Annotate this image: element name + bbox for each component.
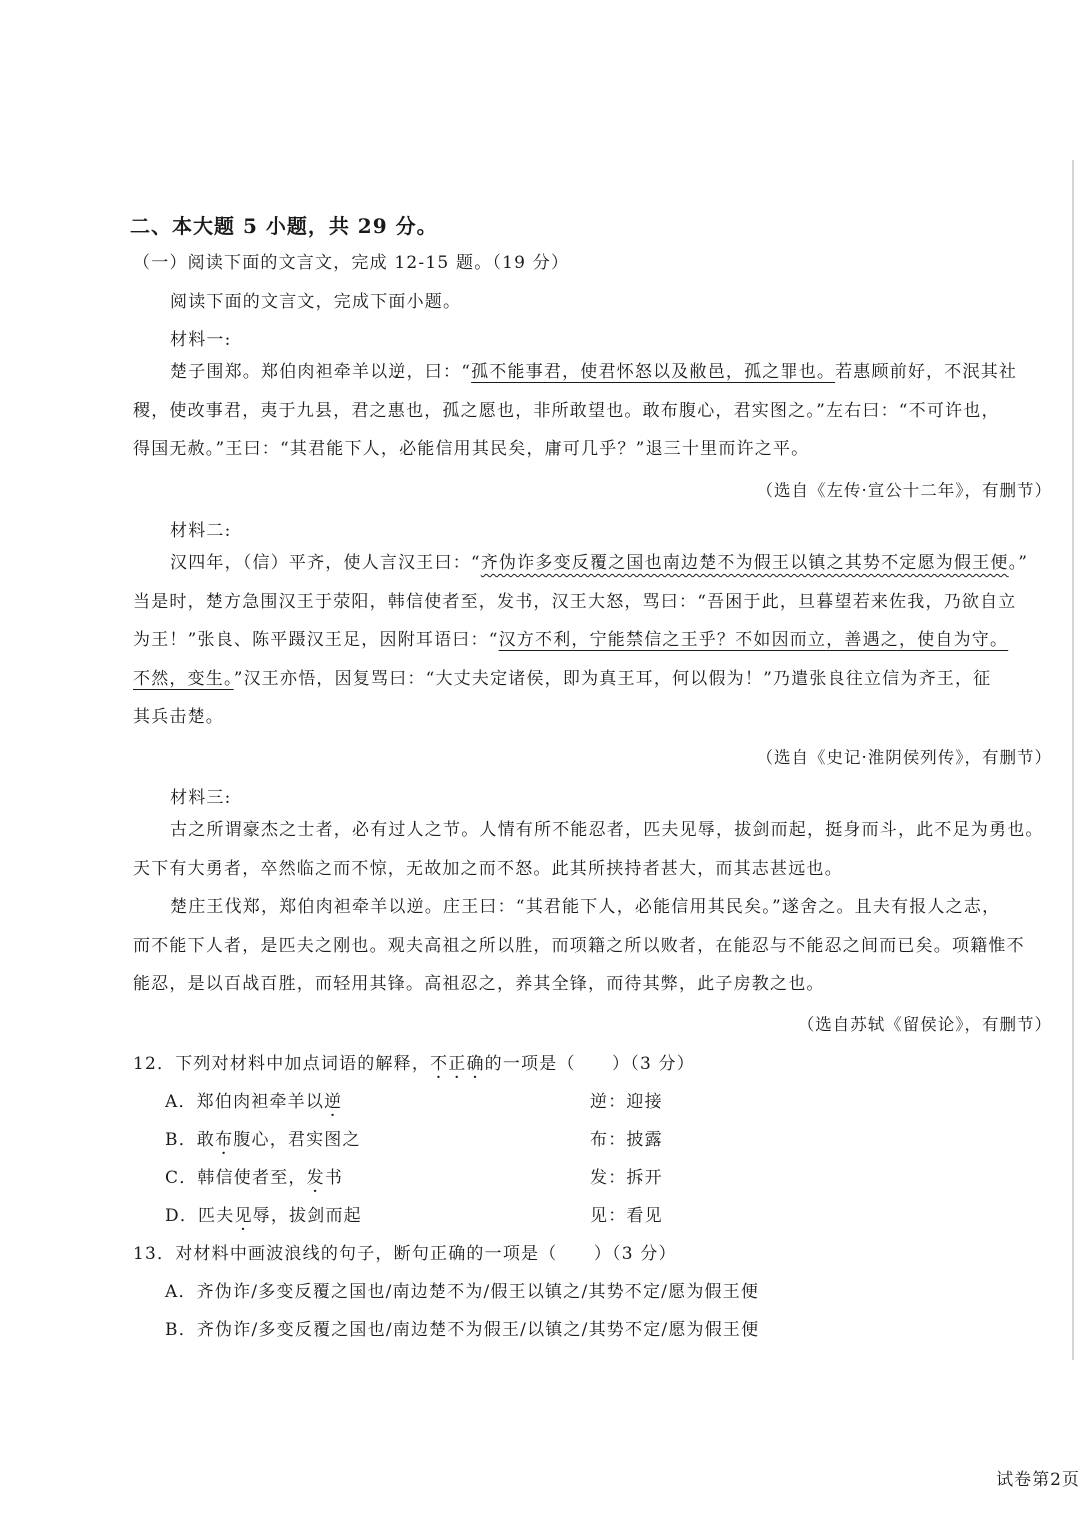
- underlined-sentence: 不然，变生。: [133, 668, 234, 689]
- wavy-underlined-sentence: 齐伪诈多变反覆之国也南边楚不为假王以镇之其势不定愿为假王便: [480, 553, 1009, 573]
- material-1-text: [133, 353, 1060, 469]
- text-segment: ”汉王亦悟，因复骂曰：“大丈夫定诸侯，即为真王耳，何以假为！”乃遣张良往立信为齐王，征: [233, 668, 992, 689]
- text-segment: 楚子围郑。郑伯肉袒牵羊以: [170, 362, 389, 382]
- question-12-option-a-gloss: 逆：迎接: [590, 1092, 663, 1112]
- material-3-text: [133, 811, 1060, 1004]
- text-line: 古之所谓豪杰之士者，必有过人之节。人情有所不能忍者，匹夫见辱，拔剑而起，挺身而斗，此不足为勇也。: [170, 820, 1044, 840]
- text-line: [133, 621, 1060, 660]
- text-segment: ，曰：“: [406, 362, 472, 382]
- material-1-source: （选自《左传·宣公十二年》，有删节）: [756, 481, 1052, 500]
- material-3-label: 材料三:: [170, 788, 232, 808]
- question-12-option-d-gloss: 见：看见: [590, 1206, 663, 1226]
- option-text: C．韩信使者至，: [165, 1168, 307, 1188]
- question-12-option-b-gloss: 布：披露: [590, 1130, 663, 1150]
- text-segment: 。”: [1008, 553, 1029, 573]
- page-edge-line: [1072, 160, 1074, 1360]
- text-line: 当是时，楚方急围汉王于荥阳，韩信使者至，发书，汉王大怒，骂曰：“吾困于此，旦暮望若来佐我，乃欲自立: [133, 591, 1017, 612]
- text-segment: 为王！”张良、陈平蹑汉王足，因附耳语曰：“: [133, 630, 499, 650]
- material-2-source: （选自《史记·淮阴侯列传》，有删节）: [756, 748, 1052, 767]
- reading-instruction: 阅读下面的文言文，完成下面小题。: [170, 292, 462, 312]
- text-segment: 12．下列对材料中加点词语的解释，: [133, 1054, 431, 1074]
- dotted-emphasis: [430, 1054, 485, 1074]
- text-line: [133, 353, 1060, 392]
- underlined-sentence: 孤不能事君，使君怀怒以及敝邑，孤之罪也。: [471, 362, 836, 382]
- option-text: A．郑伯肉袒牵羊以: [165, 1092, 325, 1112]
- option-text: D．匹夫: [165, 1206, 235, 1226]
- text-line: 其兵击楚。: [133, 707, 224, 727]
- question-12-option-d[interactable]: [165, 1201, 362, 1226]
- material-2-label: 材料二:: [170, 521, 232, 541]
- question-12-option-c[interactable]: [165, 1163, 343, 1188]
- text-segment: 汉四年，（信）平齐，使人言汉王曰：“: [170, 553, 481, 573]
- text-segment: 的一项是（ ）（3 分）: [484, 1054, 695, 1074]
- text-line: [133, 544, 1060, 583]
- page-footer: 试卷第2页: [996, 1470, 1080, 1490]
- option-text: 辱，拔剑而起: [252, 1206, 362, 1226]
- dotted-character: 正: [448, 1054, 467, 1074]
- material-2-text: [133, 544, 1060, 737]
- dotted-character: 确: [466, 1054, 485, 1074]
- option-text: 腹心，君实图之: [233, 1130, 361, 1150]
- dotted-character: 不: [430, 1054, 449, 1074]
- question-13-option-a[interactable]: A．齐伪诈/多变反覆之国也/南边楚不为/假王以镇之/其势不定/愿为假王便: [165, 1282, 760, 1302]
- underlined-sentence: 汉方不利，宁能禁信之王乎？不如因而立，善遇之，使自为守。: [498, 630, 1009, 650]
- sub-section-title: （一）阅读下面的文言文，完成 12-15 题。（19 分）: [133, 253, 570, 273]
- text-line: 楚庄王伐郑，郑伯肉袒牵羊以逆。庄王曰：“其君能下人，必能信用其民矣。”遂舍之。且夫有报人之志，: [170, 897, 1001, 917]
- material-1-label: 材料一:: [170, 330, 232, 350]
- dotted-word: 发: [306, 1168, 325, 1188]
- dotted-word: 见: [234, 1206, 253, 1226]
- question-12-stem: [133, 1049, 695, 1074]
- question-12-option-b[interactable]: [165, 1125, 361, 1150]
- section-title: 二、本大题 5 小题，共 29 分。: [130, 214, 438, 238]
- question-13-stem: 13．对材料中画波浪线的句子，断句正确的一项是（ ）（3 分）: [133, 1244, 677, 1264]
- question-12-option-a[interactable]: [165, 1087, 342, 1112]
- dotted-word: 逆 ·: [388, 362, 406, 382]
- dotted-word: 逆: [324, 1092, 343, 1112]
- question-12-option-c-gloss: 发：拆开: [590, 1168, 663, 1188]
- text-line: 稷，使改事君，夷于九县，君之惠也，孤之愿也，非所敢望也。敢布腹心，君实图之。”左右曰：“不可许也，: [133, 400, 1000, 421]
- option-text: B．敢: [165, 1130, 216, 1150]
- question-13-option-b[interactable]: B．齐伪诈/多变反覆之国也/南边楚不为假王/以镇之/其势不定/愿为假王便: [165, 1320, 760, 1340]
- text-line: 能忍，是以百战百胜，而轻用其锋。高祖忍之，养其全锋，而待其弊，此子房教之也。: [133, 974, 825, 994]
- text-line: 而不能下人者，是匹夫之刚也。观夫高祖之所以胜，而项籍之所以败者，在能忍与不能忍之间而已矣。项籍惟不: [133, 935, 1025, 956]
- text-line: 天下有大勇者，卒然临之而不惊，无故加之而不怒。此其所挟持者甚大，而其志甚远也。: [133, 858, 843, 879]
- option-text: 书: [324, 1168, 344, 1188]
- text-line: 得国无赦。”王曰：“其君能下人，必能信用其民矣，庸可几乎？”退三十里而许之平。: [133, 439, 810, 459]
- text-line: [133, 660, 1060, 699]
- dotted-word: 布: [215, 1130, 234, 1150]
- material-3-source: （选自苏轼《留侯论》，有删节）: [797, 1015, 1052, 1034]
- text-segment: 若惠顾前好，不泯其社: [835, 362, 1018, 382]
